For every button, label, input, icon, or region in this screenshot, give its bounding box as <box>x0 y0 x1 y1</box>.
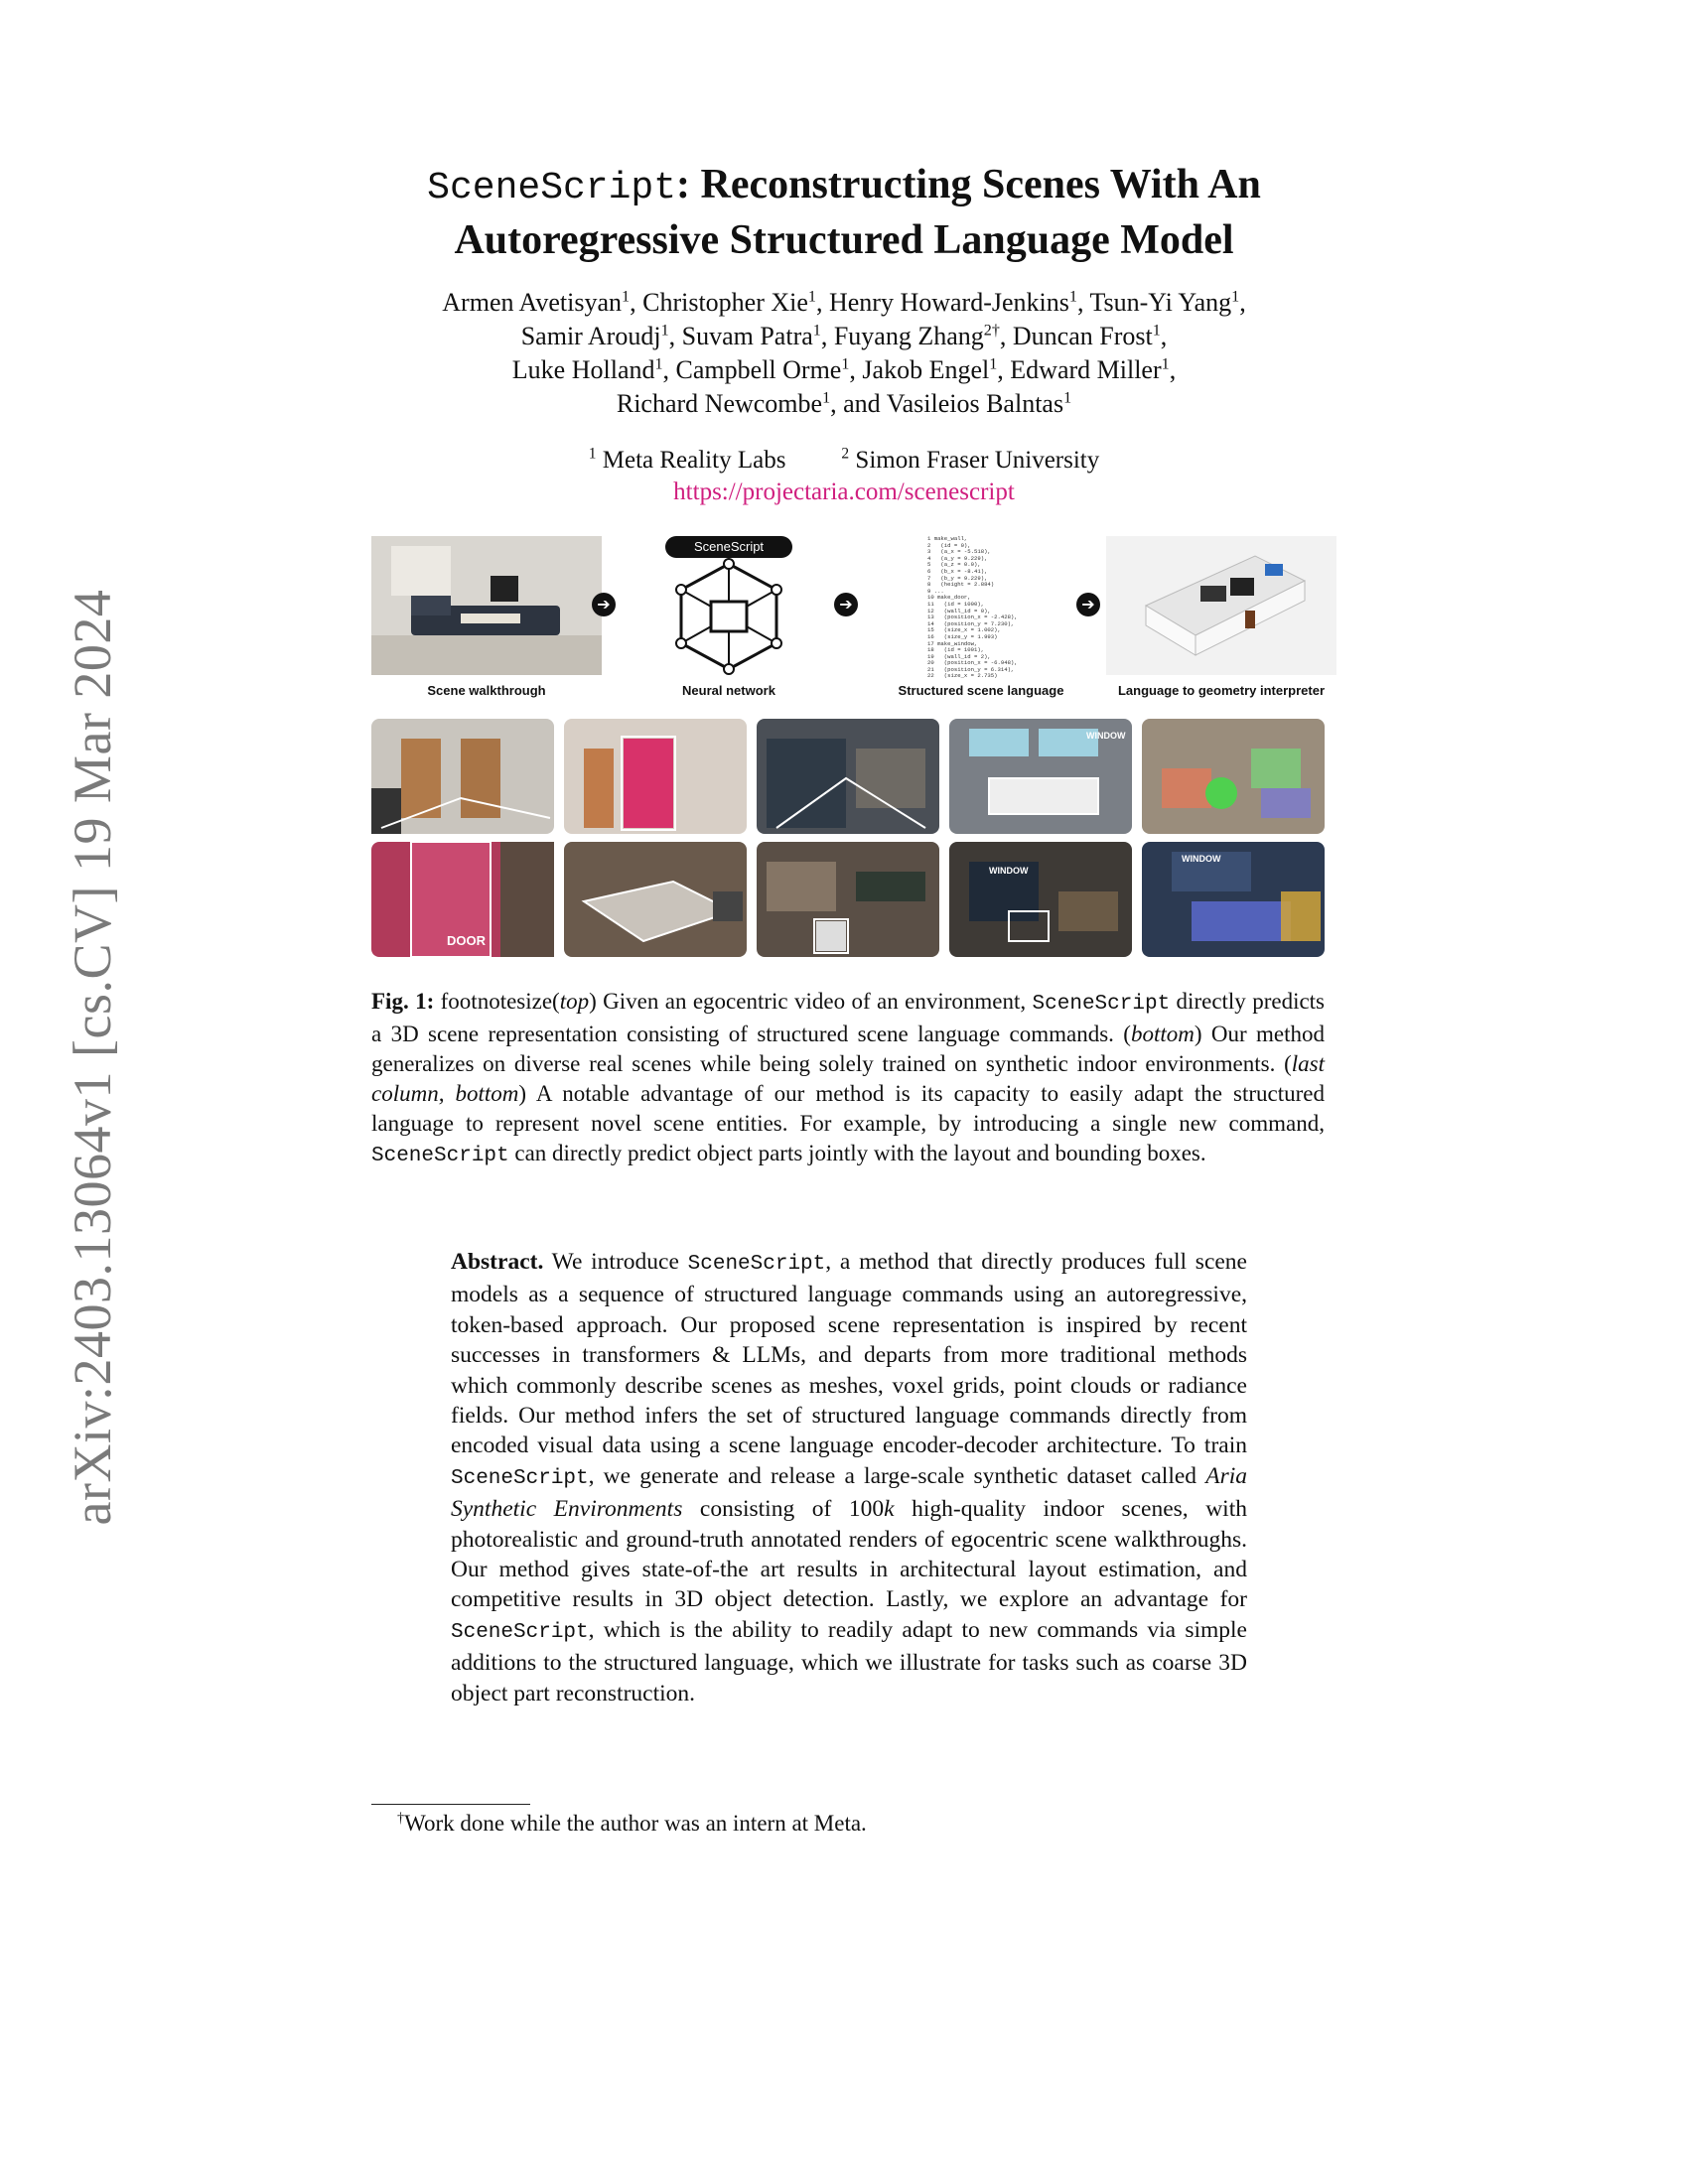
result-thumbnail <box>757 842 939 957</box>
door-tag: DOOR <box>447 933 486 948</box>
label-structured-language: Structured scene language <box>898 683 1064 698</box>
scenescript-pill: SceneScript <box>665 536 792 558</box>
title-line1: : Reconstructing Scenes With An <box>676 162 1261 207</box>
scene-walkthrough-photo <box>371 536 602 675</box>
structured-language-code: 1 make_wall, 2 (id = 0), 3 (a_x = -5.518), 4 (a_y = 9.229), 5 (a_z = 0.0), 6 (b_x = -8.41), 7 (b_y = 9.229), 8 (height = 2.884) 9 ... 10 make_door, 11 (id = 1000), 12 (wall_id = 0), 13 (position_x = -2.428), 14 (position_y = 7.230), 15 (size_x = 1.002), 16 (size_y = 1.993) 17 make_window, 18 (id = 1001), 19 (wall_id = 2), 20 (position_x = -6.948), 21 (position_y = 6.314), 22 (size_x = 2.735) <box>927 535 1018 680</box>
author: Vasileios Balntas$^1$ <box>886 389 1072 418</box>
geometry-render <box>1106 536 1336 675</box>
window-tag: WINDOW <box>1086 731 1126 741</box>
author: Armen Avetisyan$^1$ <box>442 288 631 317</box>
footnote: †Work done while the author was an intern at Meta. <box>397 1810 867 1836</box>
label-scene-walkthrough: Scene walkthrough <box>427 683 546 698</box>
author: Henry Howard-Jenkins$^1$ <box>828 288 1077 317</box>
affiliation-2: Simon Fraser University <box>855 447 1100 474</box>
arrow-icon: ➔ <box>1076 593 1100 616</box>
arrow-icon: ➔ <box>592 593 616 616</box>
author: Samir Aroudj$^1$ <box>520 322 669 350</box>
title-line2: Autoregressive Structured Language Model <box>454 217 1234 263</box>
footnote-rule <box>371 1804 530 1805</box>
author: Campbell Orme$^1$ <box>675 355 850 384</box>
author: Luke Holland$^1$ <box>511 355 663 384</box>
affiliation-1: Meta Reality Labs <box>602 447 786 474</box>
author: Suvam Patra$^1$ <box>681 322 821 350</box>
project-url-link[interactable]: https://projectaria.com/scenescript <box>673 478 1015 505</box>
window-tag: WINDOW <box>989 866 1029 876</box>
label-neural-network: Neural network <box>682 683 775 698</box>
abstract: Abstract. We introduce SceneScript, a method that directly produces full scene models as a sequence of structured language commands using an autoregressive, token-based approach. Our proposed scene representation is inspired by recent successes in transformers & LLMs, and departs from more traditional methods which commonly describe scenes as meshes, voxel grids, point clouds or radiance fields. Our method infers the set of structured language commands directly from encoded visual data using a scene language encoder-decoder architecture. To train SceneScript, we generate and release a large-scale synthetic dataset called Aria Synthetic Environments consisting of 100k high-quality indoor scenes, with photorealistic and ground-truth annotated renders of egocentric scene walkthroughs. Our method gives state-of-the art results in architectural layout estimation, and competitive results in 3D object detection. Lastly, we explore an advantage for SceneScript, which is the ability to readily adapt to new commands via simple additions to the structured language, which we illustrate for tasks such as coarse 3D object part reconstruction. <box>451 1249 1247 1706</box>
arxiv-sidebar <box>58 566 127 1549</box>
result-thumbnail <box>371 842 554 957</box>
neural-network-icon <box>669 558 788 675</box>
caption-label: Fig. 1: <box>371 989 435 1014</box>
arxiv-id: arXiv:2403.13064v1 [cs.CV] 19 Mar 2024 <box>63 589 122 1526</box>
figure-results-grid <box>371 719 1325 961</box>
author: Christopher Xie$^1$ <box>642 288 816 317</box>
author: Richard Newcombe$^1$ <box>616 389 831 418</box>
author: Fuyang Zhang$^{2\dagger}$ <box>833 322 1000 350</box>
result-thumbnail <box>1142 842 1325 957</box>
result-thumbnail <box>949 842 1132 957</box>
window-tag: WINDOW <box>1182 854 1221 864</box>
result-thumbnail <box>1142 719 1325 834</box>
result-thumbnail <box>949 719 1132 834</box>
result-thumbnail <box>371 719 554 834</box>
paper-title <box>298 159 1390 266</box>
figure-caption: Fig. 1: footnotesize(top) Given an egocentric video of an environment, SceneScript directly predicts a 3D scene representation consisting of structured scene language commands. (bottom) Our method generalizes on diverse real scenes while being solely trained on synthetic indoor environments. (last column, bottom) A notable advantage of our method is its capacity to easily adapt the structured language to represent novel scene entities. For example, by introducing a single new command, SceneScript can directly predict object parts jointly with the layout and bounding boxes. <box>371 989 1326 1167</box>
author: Duncan Frost$^1$ <box>1012 322 1161 350</box>
author: Tsun-Yi Yang$^1$ <box>1089 288 1240 317</box>
title-method-name: SceneScript <box>427 167 677 209</box>
result-thumbnail <box>757 719 939 834</box>
label-geometry-interpreter: Language to geometry interpreter <box>1117 683 1326 698</box>
affiliations: $^1$ Meta Reality Labs $^2$ Simon Fraser University https://projectaria.com/scenescript <box>588 445 1100 505</box>
author-list: Armen Avetisyan$^1$, Christopher Xie$^1$, Henry Howard-Jenkins$^1$, Tsun-Yi Yang$^1$, Samir Aroudj$^1$, Suvam Patra$^1$, Fuyang Zhang$^{2\dagger}$, Duncan Frost$^1$, Luke Holland$^1$, Campbell Orme$^1$, Jakob Engel$^1$, Edward Miller$^1$, Richard Newcombe$^1$, and Vasileios Balntas$^1$ <box>442 288 1246 418</box>
abstract-label: Abstract. <box>451 1249 544 1275</box>
author: Jakob Engel$^1$ <box>862 355 998 384</box>
author: Edward Miller$^1$ <box>1010 355 1170 384</box>
arrow-icon: ➔ <box>834 593 858 616</box>
result-thumbnail <box>564 719 747 834</box>
figure-pipeline <box>371 536 1325 705</box>
result-thumbnail <box>564 842 747 957</box>
